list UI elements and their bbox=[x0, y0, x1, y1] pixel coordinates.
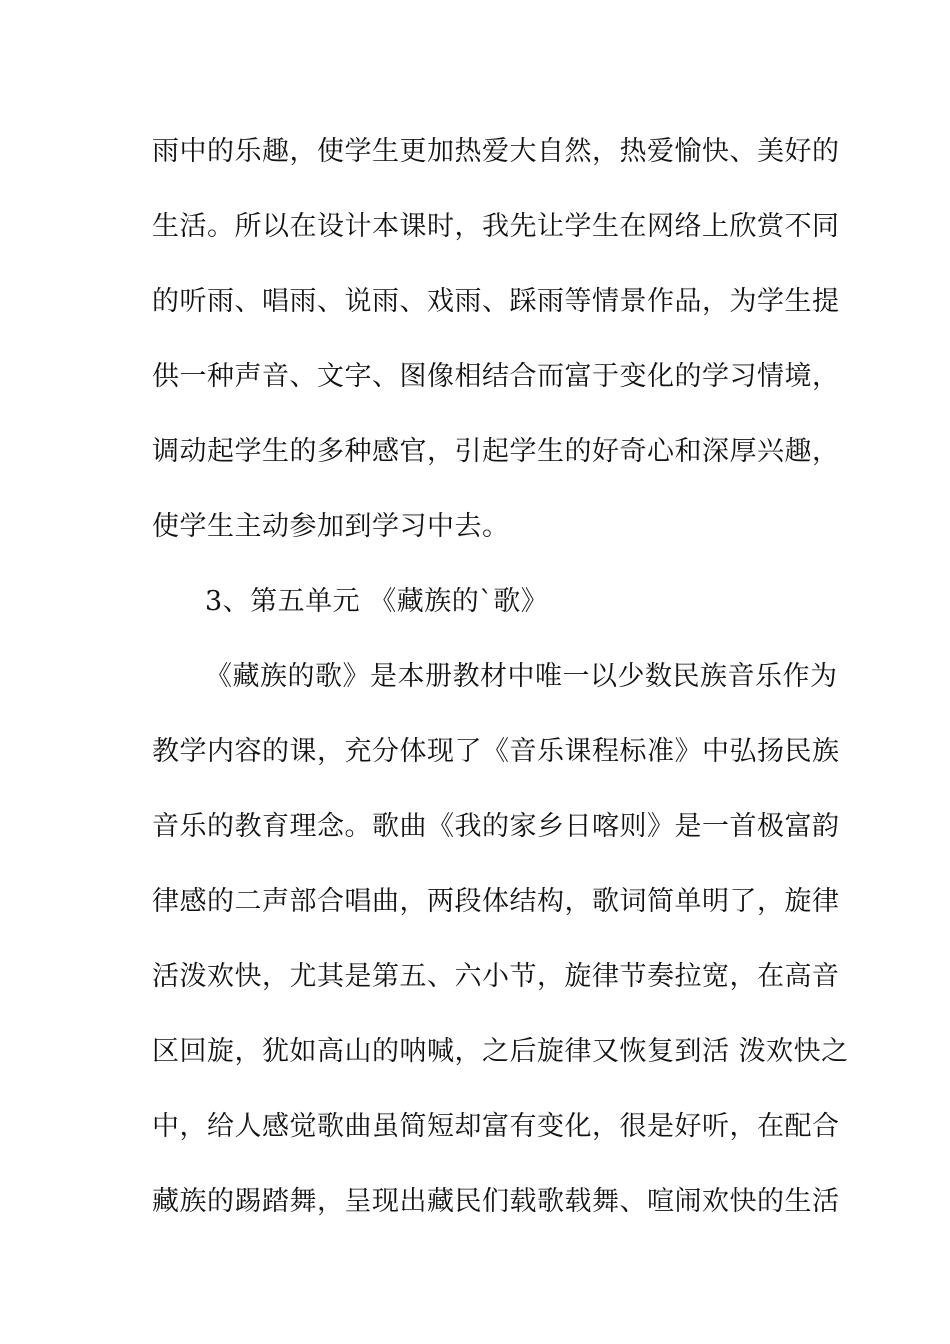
paragraph-line: 教学内容的课，充分体现了《音乐课程标准》中弘扬民族 bbox=[152, 736, 840, 767]
paragraph-line: 藏族的踢踏舞，呈现出藏民们载歌载舞、喧闹欢快的生活 bbox=[152, 1186, 840, 1217]
paragraph-line: 调动起学生的多种感官，引起学生的好奇心和深厚兴趣， bbox=[152, 436, 840, 467]
paragraph-line: 《藏族的歌》是本册教材中唯一以少数民族音乐作为 bbox=[205, 661, 838, 692]
paragraph-line: 雨中的乐趣，使学生更加热爱大自然，热爱愉快、美好的 bbox=[152, 136, 840, 167]
paragraph-line: 的听雨、唱雨、说雨、戏雨、踩雨等情景作品，为学生提 bbox=[152, 286, 840, 317]
paragraph-line: 供一种声音、文字、图像相结合而富于变化的学习情境， bbox=[152, 361, 840, 392]
paragraph-line: 使学生主动参加到学习中去。 bbox=[152, 511, 510, 542]
paragraph-line: 音乐的教育理念。歌曲《我的家乡日喀则》是一首极富韵 bbox=[152, 811, 840, 842]
paragraph-line: 活泼欢快，尤其是第五、六小节，旋律节奏拉宽，在高音 bbox=[152, 961, 840, 992]
paragraph-line: 中，给人感觉歌曲虽简短却富有变化，很是好听，在配合 bbox=[152, 1111, 840, 1142]
section-heading: 3、第五单元 《藏族的`歌》 bbox=[205, 586, 549, 617]
paragraph-line: 区回旋，犹如高山的呐喊，之后旋律又恢复到活 泼欢快之 bbox=[152, 1036, 849, 1067]
paragraph-line: 律感的二声部合唱曲，两段体结构，歌词简单明了，旋律 bbox=[152, 886, 840, 917]
paragraph-line: 生活。所以在设计本课时，我先让学生在网络上欣赏不同 bbox=[152, 211, 840, 242]
